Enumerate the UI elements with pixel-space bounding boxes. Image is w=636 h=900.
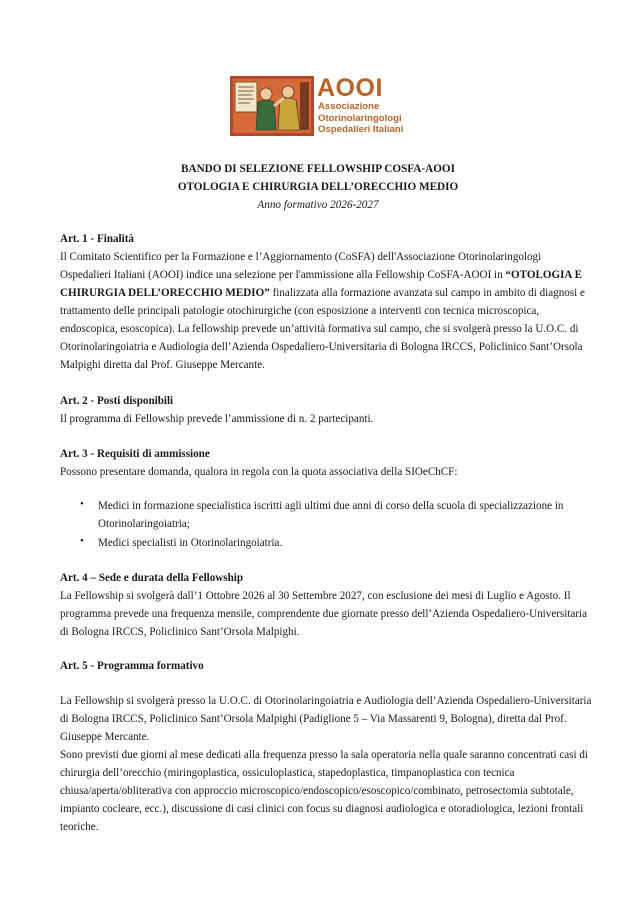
art1-line <box>60 266 583 284</box>
requirement-item: Medici in formazione specialistica iscritti agli ultimi due anni di corso della scuola di specializzazione in <box>98 500 564 512</box>
art5-heading: Art. 5 - Programma formativo <box>60 660 204 672</box>
medieval-physician-illustration-icon <box>230 76 314 136</box>
art4-line: programma prevede una frequenza mensile, comprendente due giornate presso dell’Azienda Ospedaliero-Universitaria <box>60 608 588 620</box>
logo-subtitle <box>318 101 403 136</box>
art5-line: chirurgia dell’orecchio (miringoplastica, ossiculoplastica, stapedoplastica, timpanoplastica con tecnica <box>60 767 515 779</box>
logo-subtitle-line: Associazione <box>318 101 380 112</box>
art5-line: di Bologna IRCCS, Policlinico Sant’Orsola Malpighi (Padiglione 5 – Via Massarenti 9, Bologna), diretta dal Prof. <box>60 713 567 725</box>
art3-heading: Art. 3 - Requisiti di ammissione <box>60 448 210 460</box>
art3-line: Possono presentare domanda, qualora in regola con la quota associativa della SIOeChCF: <box>60 466 458 478</box>
art4-line: di Bologna IRCCS, Policlinico Sant’Orsola Malpighi. <box>60 626 300 638</box>
aooi-logo <box>230 74 410 138</box>
art1-line <box>60 284 585 302</box>
art1-text: Ospedalieri Italiani (AOOI) indice una selezione per l'ammissione alla Fellowship CoSFA-AOOI in <box>60 269 506 281</box>
art1-line: Malpighi diretta dal Prof. Giuseppe Mercante. <box>60 359 265 371</box>
art1-heading: Art. 1 - Finalità <box>60 233 134 245</box>
art4-line: La Fellowship si svolgerà dall’1 Ottobre 2026 al 30 Settembre 2027, con esclusione dei mesi di Luglio e Agosto. Il <box>60 590 571 602</box>
art1-bold-text: “OTOLOGIA E <box>505 269 583 281</box>
art2-heading: Art. 2 - Posti disponibili <box>60 395 174 407</box>
requirement-item: Medici specialisti in Otorinolaringoiatria. <box>98 537 283 549</box>
art4-heading: Art. 4 – Sede e durata della Fellowship <box>60 572 244 584</box>
bullet-icon <box>80 498 88 510</box>
document-subtitle: OTOLOGIA E CHIRURGIA DELL’ORECCHIO MEDIO <box>177 181 459 193</box>
requirement-item: Otorinolaringoiatria; <box>98 518 190 530</box>
art1-bold-text: CHIRURGIA DELL’ORECCHIO MEDIO” <box>60 287 270 299</box>
art2-line: Il programma di Fellowship prevede l’ammissione di n. 2 partecipanti. <box>60 413 374 425</box>
logo-name: AOOI <box>317 74 383 102</box>
art5-line: chiusa/aperta/obliterativa con approccio microscopico/endoscopico/esoscopico/combinato, petrosectomia subtotale, <box>60 785 574 797</box>
logo-subtitle-line: Ospedalieri Italiani <box>318 124 404 135</box>
art5-line: Giuseppe Mercante. <box>60 731 150 743</box>
art1-text: finalizzata alla formazione avanzata sul campo in ambito di diagnosi e <box>269 287 585 299</box>
art5-line: La Fellowship si svolgerà presso la U.O.C. di Otorinolaringoiatria e Audiologia dell’Azienda Ospedaliero-Universitaria <box>60 695 592 707</box>
art1-line: endoscopica, esoscopica). La fellowship prevede un’attività formativa sul campo, che si svolgerà presso la U.O.C. di <box>60 323 579 335</box>
art1-line: Otorinolaringoiatria e Audiologia dell’Azienda Ospedaliero-Universitaria di Bologna IRCCS, Policlinico Sant’Orsola <box>60 341 583 353</box>
art1-line: trattamento delle principali patologie otochirurgiche (con esposizione a interventi con tecnica microscopica, <box>60 305 540 317</box>
document-title: BANDO DI SELEZIONE FELLOWSHIP COSFA-AOOI <box>181 163 455 175</box>
art5-line: teoriche. <box>60 821 99 833</box>
logo-subtitle-line: Otorinolaringologi <box>318 112 402 124</box>
art5-line: Sono previsti due giorni al mese dedicati alla frequenza presso la sala operatoria nella quale saranno concentrati casi di <box>60 749 588 761</box>
art5-line: impianto cocleare, ecc.), discussione di casi clinici con focus su diagnosi audiologica e otoradiologica, lezioni frontali <box>60 803 584 815</box>
bullet-icon <box>80 535 88 547</box>
art1-line: Il Comitato Scientifico per la Formazione e l’Aggiornamento (CoSFA) dell'Associazione Otorinolaringologi <box>60 251 542 263</box>
academic-year: Anno formativo 2026-2027 <box>257 199 379 211</box>
